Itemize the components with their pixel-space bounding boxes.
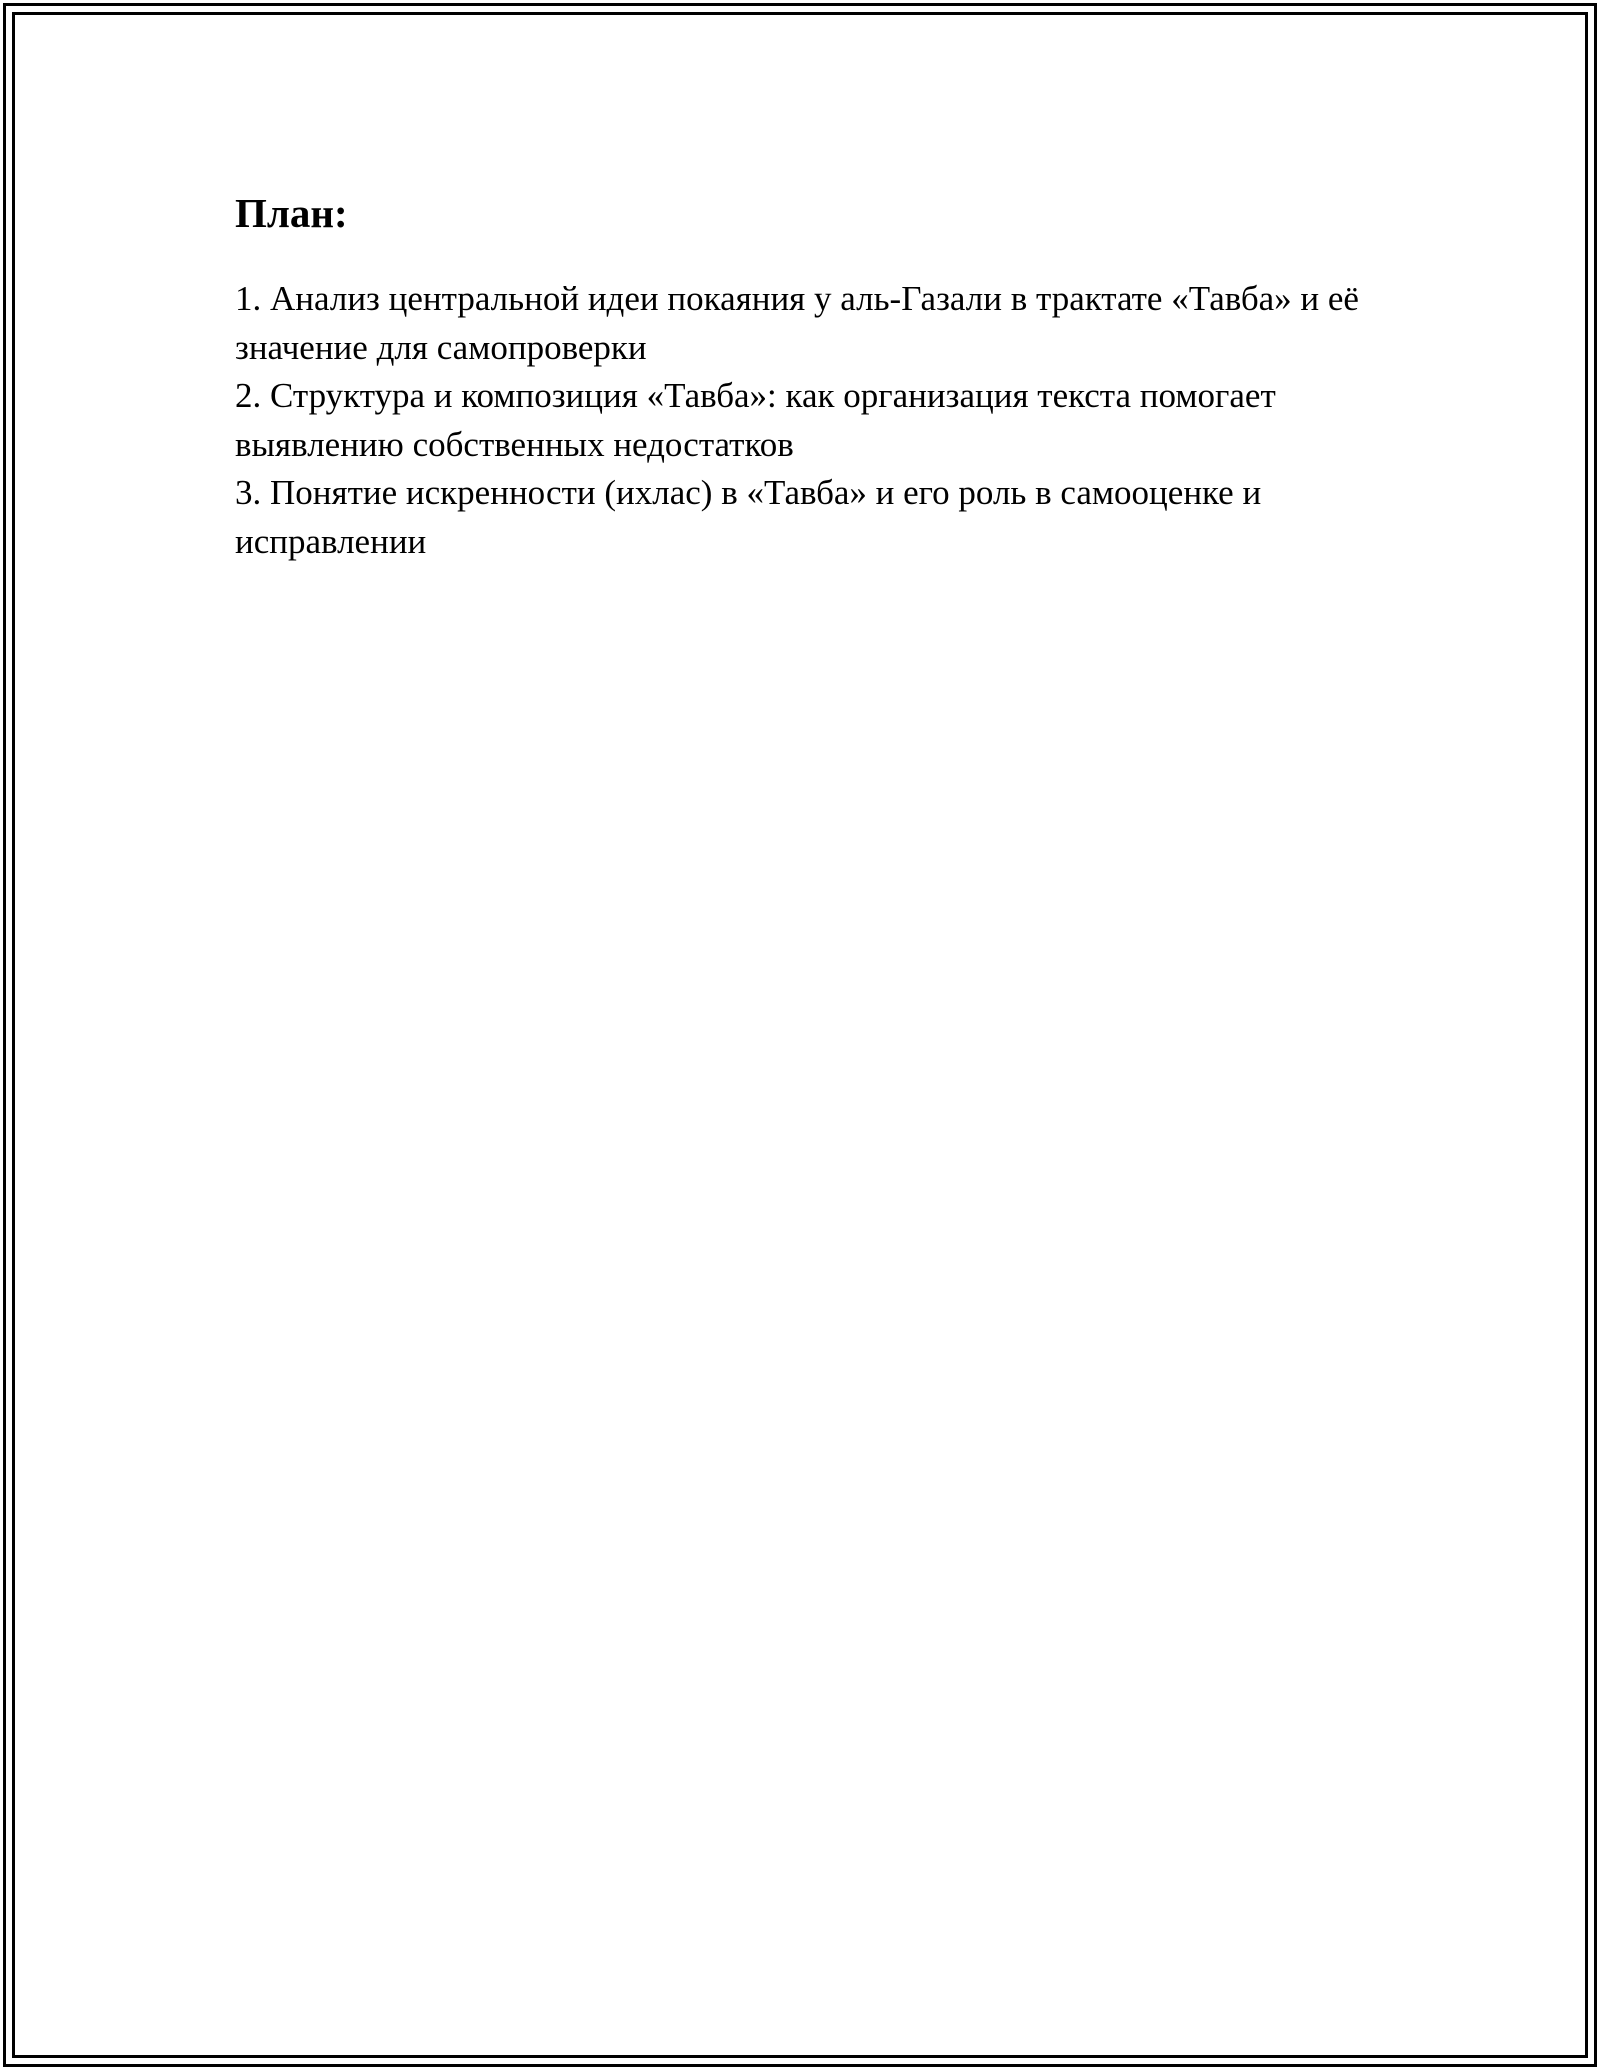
plan-item-2: 2. Структура и композиция «Тавба»: как организация текста помогает выявлению собственных недостатков <box>235 376 1276 464</box>
plan-list <box>235 275 1375 566</box>
plan-heading: План: <box>235 190 348 236</box>
plan-item-1: 1. Анализ центральной идеи покаяния у аль-Газали в трактате «Тавба» и её значение для самопроверки <box>235 279 1359 367</box>
page-content <box>235 185 1375 566</box>
plan-item-3: 3. Понятие искренности (ихлас) в «Тавба» и его роль в самооценке и исправлении <box>235 473 1262 561</box>
